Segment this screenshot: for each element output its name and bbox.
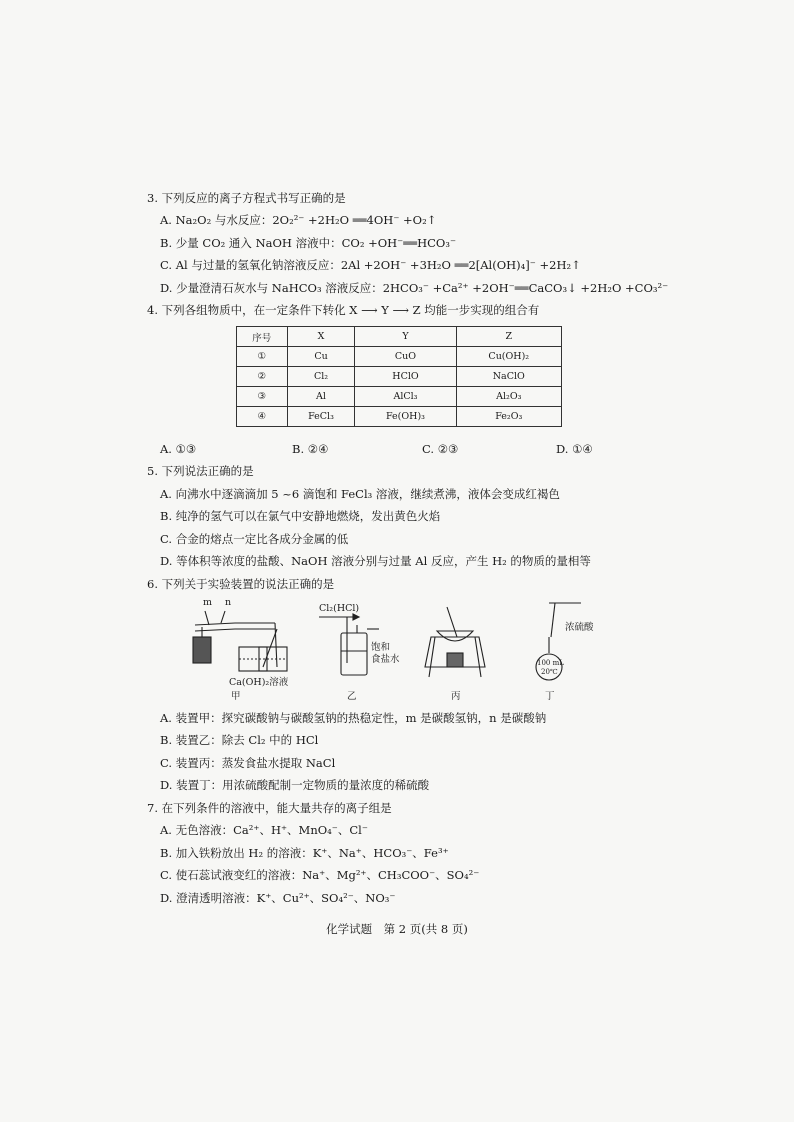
table-cell: NaClO xyxy=(456,367,561,387)
table-cell: Al₂O₃ xyxy=(456,387,561,407)
table-cell: Cu xyxy=(287,347,355,367)
table-row xyxy=(237,367,562,387)
q6-option-c: C. 装置丙：蒸发食盐水提取 NaCl xyxy=(160,756,336,770)
q5-option-d: D. 等体积等浓度的盐酸、NaOH 溶液分别与过量 Al 反应，产生 H₂ 的物质的量相等 xyxy=(160,554,591,568)
label-bing: 丙 xyxy=(451,691,461,702)
table-cell: Cl₂ xyxy=(287,367,355,387)
table-row xyxy=(237,387,562,407)
table-cell: ② xyxy=(237,367,288,387)
label-n: n xyxy=(225,597,232,608)
q7-option-d: D. 澄清透明溶液：K⁺、Cu²⁺、SO₄²⁻、NO₃⁻ xyxy=(160,891,396,905)
table-cell: ④ xyxy=(237,407,288,427)
table-cell: ① xyxy=(237,347,288,367)
table-header-cell: X xyxy=(287,327,355,347)
table-header-cell: 序号 xyxy=(237,327,288,347)
table-row xyxy=(237,347,562,367)
label-m: m xyxy=(203,597,213,608)
table-cell: Al xyxy=(287,387,355,407)
q4-stem: 4. 下列各组物质中，在一定条件下转化 X ⟶ Y ⟶ Z 均能一步实现的组合有 xyxy=(147,303,540,317)
table-header-cell: Y xyxy=(355,327,456,347)
q5-option-b: B. 纯净的氢气可以在氯气中安静地燃烧，发出黄色火焰 xyxy=(160,509,441,523)
q3-stem: 3. 下列反应的离子方程式书写正确的是 xyxy=(147,191,346,205)
table-header-row xyxy=(237,327,562,347)
table-cell: FeCl₃ xyxy=(287,407,355,427)
table-cell: HClO xyxy=(355,367,456,387)
q3-option-a: A. Na₂O₂ 与水反应：2O₂²⁻ +2H₂O ══4OH⁻ +O₂↑ xyxy=(160,213,437,227)
q6-option-a: A. 装置甲：探究碳酸钠与碳酸氢钠的热稳定性，m 是碳酸氢钠，n 是碳酸钠 xyxy=(160,711,547,725)
q6-option-d: D. 装置丁：用浓硫酸配制一定物质的量浓度的稀硫酸 xyxy=(160,778,430,792)
q5-stem: 5. 下列说法正确的是 xyxy=(147,464,254,478)
label-flask-temp: 20℃ xyxy=(541,668,558,676)
table-cell: ③ xyxy=(237,387,288,407)
q6-option-b: B. 装置乙：除去 Cl₂ 中的 HCl xyxy=(160,733,319,747)
table-cell: Fe(OH)₃ xyxy=(355,407,456,427)
label-yi: 乙 xyxy=(347,691,357,702)
table-header-cell: Z xyxy=(456,327,561,347)
table-cell: Cu(OH)₂ xyxy=(456,347,561,367)
q3-option-b: B. 少量 CO₂ 通入 NaOH 溶液中：CO₂ +OH⁻══HCO₃⁻ xyxy=(160,236,457,250)
q7-option-c: C. 使石蕊试液变红的溶液：Na⁺、Mg²⁺、CH₃COO⁻、SO₄²⁻ xyxy=(160,868,480,882)
label-caoh2: Ca(OH)₂溶液 xyxy=(229,677,289,688)
q4-option-d: D. ①④ xyxy=(556,442,593,456)
lamp-base xyxy=(193,637,211,663)
q4-option-b: B. ②④ xyxy=(292,442,329,456)
q7-option-a: A. 无色溶液：Ca²⁺、H⁺、MnO₄⁻、Cl⁻ xyxy=(160,823,368,837)
label-brine-1: 饱和 xyxy=(371,642,391,653)
q7-option-b: B. 加入铁粉放出 H₂ 的溶液：K⁺、Na⁺、HCO₃⁻、Fe³⁺ xyxy=(160,846,449,860)
label-cl2-hcl: Cl₂(HCl) xyxy=(319,603,360,614)
label-brine-2: 食盐水 xyxy=(371,654,400,665)
label-flask-volume: 100 mL xyxy=(537,659,564,667)
q7-stem: 7. 在下列条件的溶液中，能大量共存的离子组是 xyxy=(147,801,392,815)
table-cell: Fe₂O₃ xyxy=(456,407,561,427)
label-ding: 丁 xyxy=(545,691,555,702)
q6-apparatus-figure xyxy=(185,597,605,701)
label-acid: 浓硫酸 xyxy=(565,622,594,633)
q6-stem: 6. 下列关于实验装置的说法正确的是 xyxy=(147,577,335,591)
q4-option-a: A. ①③ xyxy=(160,442,197,456)
label-jia: 甲 xyxy=(231,691,241,702)
q5-option-a: A. 向沸水中逐滴滴加 5 ~6 滴饱和 FeCl₃ 溶液，继续煮沸，液体会变成红褐色 xyxy=(160,487,560,501)
q5-option-c: C. 合金的熔点一定比各成分金属的低 xyxy=(160,532,349,546)
table-cell: AlCl₃ xyxy=(355,387,456,407)
q3-option-d: D. 少量澄清石灰水与 NaHCO₃ 溶液反应：2HCO₃⁻ +Ca²⁺ +2OH⁻══CaCO₃↓ +2H₂O +CO₃²⁻ xyxy=(160,281,669,295)
q4-option-c: C. ②③ xyxy=(422,442,459,456)
page-footer: 化学试题 第 2 页(共 8 页) xyxy=(326,922,468,936)
table-row xyxy=(237,407,562,427)
table-cell: CuO xyxy=(355,347,456,367)
q4-table xyxy=(236,326,562,427)
q3-option-c: C. Al 与过量的氢氧化钠溶液反应：2Al +2OH⁻ +3H₂O ══2[Al(OH)₄]⁻ +2H₂↑ xyxy=(160,258,581,272)
